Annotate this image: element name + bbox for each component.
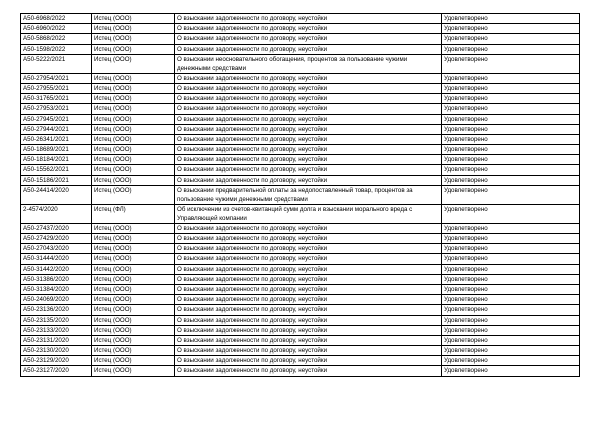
table-row [21,234,580,244]
case-number-cell: А50-23136/2020 [21,305,92,315]
table-row [21,244,580,254]
table-row [21,83,580,93]
outcome-cell: Удовлетворено [442,223,580,233]
case-number-cell: А50-23135/2020 [21,315,92,325]
outcome-cell: Удовлетворено [442,325,580,335]
claim-subject-cell: О взыскании задолженности по договору, неустойки [175,83,442,93]
party-role-cell: Истец (ООО) [92,175,175,185]
outcome-cell: Удовлетворено [442,234,580,244]
claim-subject-cell: О взыскании задолженности по договору, неустойки [175,244,442,254]
party-role-cell: Истец (ООО) [92,104,175,114]
case-number-cell: А50-27437/2020 [21,223,92,233]
outcome-cell: Удовлетворено [442,244,580,254]
party-role-cell: Истец (ООО) [92,295,175,305]
table-row [21,185,580,204]
claim-subject-cell: О взыскании задолженности по договору, неустойки [175,114,442,124]
claim-subject-cell: О взыскании задолженности по договору, неустойки [175,73,442,83]
table-row [21,34,580,44]
claim-subject-cell: О взыскании предварительной оплаты за недопоставленный товар, процентов за пользование чужими денежными средствами [175,185,442,204]
claim-subject-cell: Об исключении из счетов-квитанций сумм долга и взыскании морального вреда с Управляющей компании [175,204,442,223]
party-role-cell: Истец (ФЛ) [92,204,175,223]
case-number-cell: А50-15562/2021 [21,165,92,175]
outcome-cell: Удовлетворено [442,165,580,175]
outcome-cell: Удовлетворено [442,356,580,366]
claim-subject-cell: О взыскании задолженности по договору, неустойки [175,223,442,233]
table-row [21,223,580,233]
outcome-cell: Удовлетворено [442,346,580,356]
outcome-cell: Удовлетворено [442,335,580,345]
party-role-cell: Истец (ООО) [92,165,175,175]
case-number-cell: А50-5868/2022 [21,34,92,44]
case-number-cell: А50-23129/2020 [21,356,92,366]
table-row [21,274,580,284]
outcome-cell: Удовлетворено [442,83,580,93]
case-number-cell: А50-1598/2022 [21,44,92,54]
table-row [21,94,580,104]
claim-subject-cell: О взыскании задолженности по договору, неустойки [175,305,442,315]
case-number-cell: А50-24069/2020 [21,295,92,305]
party-role-cell: Истец (ООО) [92,223,175,233]
outcome-cell: Удовлетворено [442,295,580,305]
case-number-cell: А50-27043/2020 [21,244,92,254]
outcome-cell: Удовлетворено [442,134,580,144]
claim-subject-cell: О взыскании задолженности по договору, неустойки [175,175,442,185]
claim-subject-cell: О взыскании задолженности по договору, неустойки [175,145,442,155]
table-row [21,145,580,155]
outcome-cell: Удовлетворено [442,175,580,185]
claim-subject-cell: О взыскании задолженности по договору, неустойки [175,295,442,305]
party-role-cell: Истец (ООО) [92,114,175,124]
claim-subject-cell: О взыскании задолженности по договору, неустойки [175,315,442,325]
outcome-cell: Удовлетворено [442,44,580,54]
table-row [21,14,580,24]
claim-subject-cell: О взыскании задолженности по договору, неустойки [175,44,442,54]
claim-subject-cell: О взыскании задолженности по договору, неустойки [175,155,442,165]
party-role-cell: Истец (ООО) [92,73,175,83]
outcome-cell: Удовлетворено [442,94,580,104]
case-number-cell: А50-15186/2021 [21,175,92,185]
party-role-cell: Истец (ООО) [92,34,175,44]
party-role-cell: Истец (ООО) [92,274,175,284]
claim-subject-cell: О взыскании задолженности по договору, неустойки [175,284,442,294]
table-row [21,356,580,366]
claim-subject-cell: О взыскании задолженности по договору, неустойки [175,104,442,114]
table-row [21,315,580,325]
case-number-cell: А50-27945/2021 [21,114,92,124]
claim-subject-cell: О взыскании задолженности по договору, неустойки [175,24,442,34]
outcome-cell: Удовлетворено [442,185,580,204]
table-row [21,73,580,83]
case-number-cell: А50-31444/2020 [21,254,92,264]
party-role-cell: Истец (ООО) [92,284,175,294]
case-number-cell: А50-23133/2020 [21,325,92,335]
table-row [21,114,580,124]
party-role-cell: Истец (ООО) [92,264,175,274]
outcome-cell: Удовлетворено [442,24,580,34]
outcome-cell: Удовлетворено [442,204,580,223]
party-role-cell: Истец (ООО) [92,234,175,244]
claim-subject-cell: О взыскании задолженности по договору, неустойки [175,356,442,366]
party-role-cell: Истец (ООО) [92,14,175,24]
outcome-cell: Удовлетворено [442,34,580,44]
case-number-cell: А50-27954/2021 [21,73,92,83]
table-row [21,44,580,54]
outcome-cell: Удовлетворено [442,254,580,264]
table-row [21,204,580,223]
case-number-cell: А50-31386/2020 [21,274,92,284]
table-row [21,134,580,144]
table-row [21,325,580,335]
party-role-cell: Истец (ООО) [92,24,175,34]
party-role-cell: Истец (ООО) [92,335,175,345]
outcome-cell: Удовлетворено [442,124,580,134]
outcome-cell: Удовлетворено [442,284,580,294]
outcome-cell: Удовлетворено [442,264,580,274]
case-number-cell: А50-23131/2020 [21,335,92,345]
table-row [21,264,580,274]
claim-subject-cell: О взыскании задолженности по договору, неустойки [175,94,442,104]
table-row [21,175,580,185]
claim-subject-cell: О взыскании задолженности по договору, неустойки [175,165,442,175]
case-number-cell: А50-18184/2021 [21,155,92,165]
outcome-cell: Удовлетворено [442,155,580,165]
table-row [21,305,580,315]
party-role-cell: Истец (ООО) [92,356,175,366]
outcome-cell: Удовлетворено [442,14,580,24]
case-number-cell: 2-4574/2020 [21,204,92,223]
table-row [21,335,580,345]
claim-subject-cell: О взыскании задолженности по договору, неустойки [175,124,442,134]
case-number-cell: А50-24414/2020 [21,185,92,204]
party-role-cell: Истец (ООО) [92,305,175,315]
case-number-cell: А50-26341/2021 [21,134,92,144]
outcome-cell: Удовлетворено [442,366,580,376]
outcome-cell: Удовлетворено [442,145,580,155]
party-role-cell: Истец (ООО) [92,346,175,356]
case-number-cell: А50-5222/2021 [21,54,92,73]
party-role-cell: Истец (ООО) [92,134,175,144]
outcome-cell: Удовлетворено [442,73,580,83]
claim-subject-cell: О взыскании задолженности по договору, неустойки [175,346,442,356]
party-role-cell: Истец (ООО) [92,124,175,134]
party-role-cell: Истец (ООО) [92,315,175,325]
party-role-cell: Истец (ООО) [92,94,175,104]
cases-table [20,13,580,377]
case-number-cell: А50-27955/2021 [21,83,92,93]
table-row [21,346,580,356]
case-number-cell: А50-27944/2021 [21,124,92,134]
claim-subject-cell: О взыскании задолженности по договору, неустойки [175,264,442,274]
case-number-cell: А50-23130/2020 [21,346,92,356]
claim-subject-cell: О взыскании задолженности по договору, неустойки [175,134,442,144]
party-role-cell: Истец (ООО) [92,145,175,155]
table-row [21,155,580,165]
claim-subject-cell: О взыскании задолженности по договору, неустойки [175,14,442,24]
outcome-cell: Удовлетворено [442,54,580,73]
table-row [21,366,580,376]
party-role-cell: Истец (ООО) [92,54,175,73]
table-row [21,165,580,175]
cases-table-body [21,14,580,377]
outcome-cell: Удовлетворено [442,274,580,284]
case-number-cell: А50-31765/2021 [21,94,92,104]
table-row [21,295,580,305]
outcome-cell: Удовлетворено [442,104,580,114]
party-role-cell: Истец (ООО) [92,155,175,165]
table-row [21,124,580,134]
party-role-cell: Истец (ООО) [92,366,175,376]
case-number-cell: А50-31384/2020 [21,284,92,294]
claim-subject-cell: О взыскании неосновательного обогащения, процентов за пользование чужими денежными средствами [175,54,442,73]
case-number-cell: А50-27429/2020 [21,234,92,244]
outcome-cell: Удовлетворено [442,114,580,124]
party-role-cell: Истец (ООО) [92,244,175,254]
case-number-cell: А50-6968/2022 [21,14,92,24]
outcome-cell: Удовлетворено [442,315,580,325]
claim-subject-cell: О взыскании задолженности по договору, неустойки [175,335,442,345]
document-page [20,13,580,377]
party-role-cell: Истец (ООО) [92,44,175,54]
claim-subject-cell: О взыскании задолженности по договору, неустойки [175,274,442,284]
table-row [21,24,580,34]
party-role-cell: Истец (ООО) [92,325,175,335]
table-row [21,284,580,294]
case-number-cell: А50-23127/2020 [21,366,92,376]
claim-subject-cell: О взыскании задолженности по договору, неустойки [175,34,442,44]
table-row [21,54,580,73]
party-role-cell: Истец (ООО) [92,83,175,93]
claim-subject-cell: О взыскании задолженности по договору, неустойки [175,366,442,376]
claim-subject-cell: О взыскании задолженности по договору, неустойки [175,254,442,264]
party-role-cell: Истец (ООО) [92,254,175,264]
case-number-cell: А50-27953/2021 [21,104,92,114]
claim-subject-cell: О взыскании задолженности по договору, неустойки [175,234,442,244]
outcome-cell: Удовлетворено [442,305,580,315]
party-role-cell: Истец (ООО) [92,185,175,204]
case-number-cell: А50-6960/2022 [21,24,92,34]
table-row [21,254,580,264]
case-number-cell: А50-18689/2021 [21,145,92,155]
table-row [21,104,580,114]
case-number-cell: А50-31442/2020 [21,264,92,274]
claim-subject-cell: О взыскании задолженности по договору, неустойки [175,325,442,335]
